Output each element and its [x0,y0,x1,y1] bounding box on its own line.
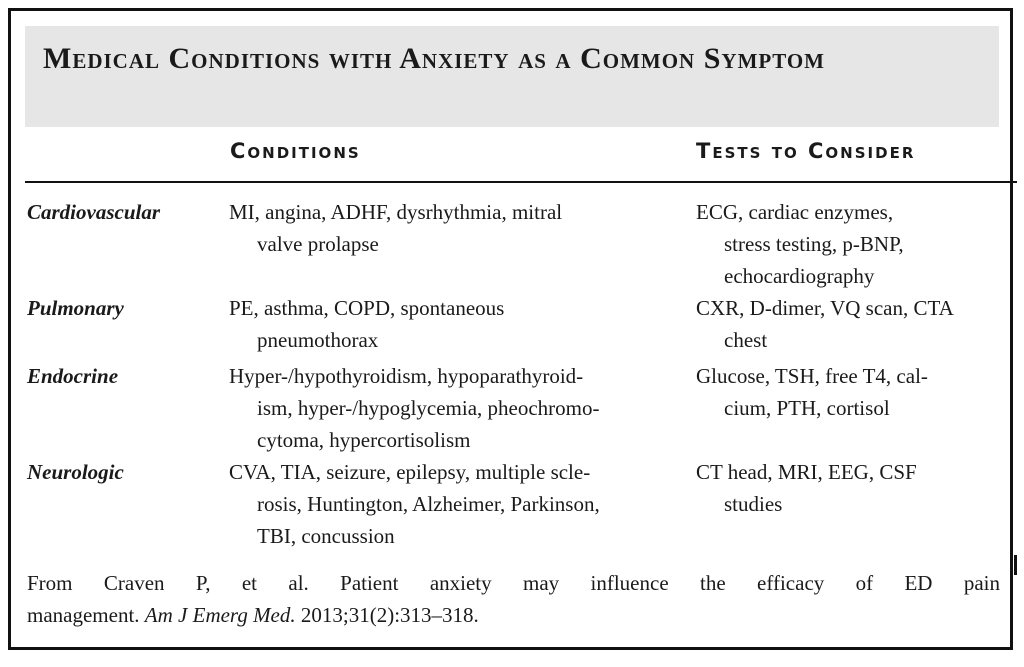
row-category: Pulmonary [27,296,124,320]
citation-reference: 2013;31(2):313–318. [300,603,479,627]
citation-text: management. [27,603,140,627]
conditions-line: pneumothorax [257,328,379,352]
conditions-line: TBI, concussion [257,524,395,548]
column-header-conditions: Conditions [230,139,361,163]
tests-line: Glucose, TSH, free T4, cal- [696,364,928,388]
conditions-cell [229,456,600,552]
conditions-cell [229,196,562,260]
conditions-line: cytoma, hypercortisolism [257,428,471,452]
row-category: Endocrine [27,364,119,388]
row-category: Cardiovascular [27,200,161,224]
conditions-cell [229,360,600,456]
tests-line: studies [724,492,783,516]
citation-line [27,599,1000,631]
frame-edge-stub [1014,555,1017,575]
conditions-line: valve prolapse [257,232,379,256]
conditions-line: rosis, Huntington, Alzheimer, Parkinson, [257,492,600,516]
journal-name: Am J Emerg Med. [144,603,296,627]
tests-line: ECG, cardiac enzymes, [696,200,894,224]
header-divider [25,181,1017,183]
conditions-line: ism, hyper-/hypoglycemia, pheochromo- [257,396,600,420]
tests-line: cium, PTH, cortisol [724,396,890,420]
conditions-line: MI, angina, ADHF, dysrhythmia, mitral [229,200,563,224]
column-header-tests: Tests to Consider [696,139,916,163]
conditions-line: Hyper-/hypothyroidism, hypoparathyroid- [229,364,584,388]
page-title: Medical Conditions with Anxiety as a Common Symptom [43,42,825,75]
tests-line: CXR, D-dimer, VQ scan, CTA [696,296,954,320]
title-band [25,26,999,127]
tests-cell [696,196,904,292]
tests-line: CT head, MRI, EEG, CSF [696,460,917,484]
tests-cell [696,292,954,356]
tests-line: stress testing, p-BNP, [724,232,904,256]
tests-line: chest [724,328,768,352]
conditions-cell [229,292,504,356]
conditions-line: CVA, TIA, seizure, epilepsy, multiple scle- [229,460,591,484]
citation-line: From Craven P, et al. Patient anxiety may influence the efficacy of ED pain [27,571,1000,595]
tests-cell [696,456,917,520]
row-category: Neurologic [27,460,124,484]
tests-cell [696,360,928,424]
conditions-line: PE, asthma, COPD, spontaneous [229,296,505,320]
tests-line: echocardiography [724,264,875,288]
source-citation [27,567,1000,631]
